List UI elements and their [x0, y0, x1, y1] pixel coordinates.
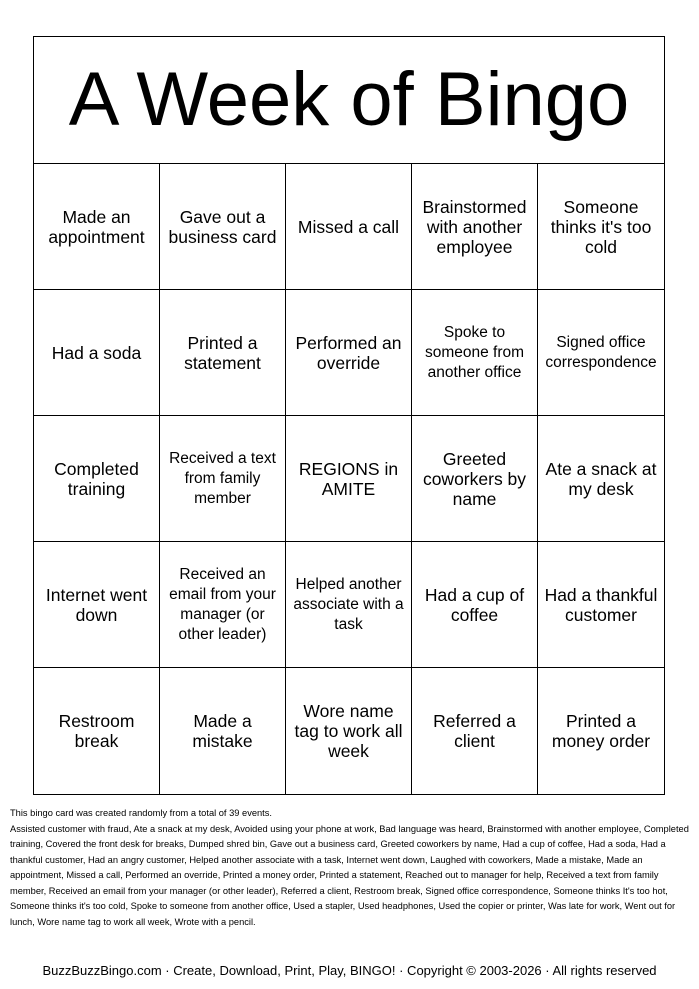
- page-footer: BuzzBuzzBingo.com · Create, Download, Print, Play, BINGO! · Copyright © 2003-2026 · All rights reserved: [42, 963, 657, 978]
- bingo-cell: Internet went down: [34, 542, 160, 668]
- bingo-card: [33, 36, 665, 795]
- event-list-notes: [10, 806, 692, 930]
- bingo-cell: Performed an override: [286, 290, 412, 416]
- bingo-cell: Printed a money order: [551, 711, 651, 751]
- bingo-cell: Completed training: [34, 416, 160, 542]
- bingo-cell: Received a text from family member: [160, 416, 286, 542]
- bingo-cell: Someone thinks it's too cold: [538, 164, 664, 290]
- notes-intro: This bingo card was created randomly from a total of 39 events.: [10, 808, 272, 818]
- bingo-cell: Made an appointment: [34, 164, 160, 290]
- bingo-cell: Printed a statement: [160, 290, 286, 416]
- bingo-cell: Referred a client: [412, 668, 538, 794]
- bingo-cell: Spoke to someone from another office: [412, 290, 538, 416]
- bingo-cell: Signed office correspondence: [538, 290, 664, 416]
- bingo-cell: Wore name tag to work all week: [286, 668, 412, 794]
- bingo-cell: Made a mistake: [160, 668, 286, 794]
- bingo-cell: Gave out a business card: [160, 164, 286, 290]
- bingo-cell: Missed a call: [286, 164, 412, 290]
- card-title: A Week of Bingo: [34, 37, 664, 164]
- bingo-cell: Received an email from your manager (or other leader): [160, 542, 286, 668]
- bingo-cell: Restroom break: [34, 668, 160, 794]
- bingo-grid: [34, 164, 664, 794]
- bingo-cell: Ate a snack at my desk: [538, 416, 664, 542]
- bingo-cell: Brainstormed with another employee: [412, 164, 538, 290]
- bingo-cell: Had a cup of coffee: [412, 542, 538, 668]
- bingo-cell: REGIONS in AMITE: [286, 416, 412, 542]
- bingo-cell: Had a thankful customer: [538, 542, 664, 668]
- notes-event-list: Assisted customer with fraud, Ate a snack at my desk, Avoided using your phone at work, Bad language was heard, Brainstormed with another employee, Completed training, Covered the front desk for breaks, Dumped shred bin, Gave out a business card, Greeted coworkers by name, Had a cup of coffee, Had a soda, Had a thankful customer, Had an angry customer, Helped another associate with a task, Internet went down, Laughed with coworkers, Made a mistake, Made an appointment, Missed a call, Performed an override, Printed a money order, Printed a statement, Reached out to manager for help, Received a text from family member, Received an email from your manager (or other leader), Referred a client, Restroom break, Signed office correspondence, Someone thinks It's too hot, Someone thinks it's too cold, Spoke to someone from another office, Used a stapler, Used headphones, Used the copier or printer, Was late for work, Went out for lunch, Wore name tag to work all week, Wrote with a pencil.: [10, 823, 689, 927]
- bingo-cell: Had a soda: [34, 290, 160, 416]
- bingo-cell: Helped another associate with a task: [286, 542, 412, 668]
- bingo-cell: Greeted coworkers by name: [412, 416, 538, 542]
